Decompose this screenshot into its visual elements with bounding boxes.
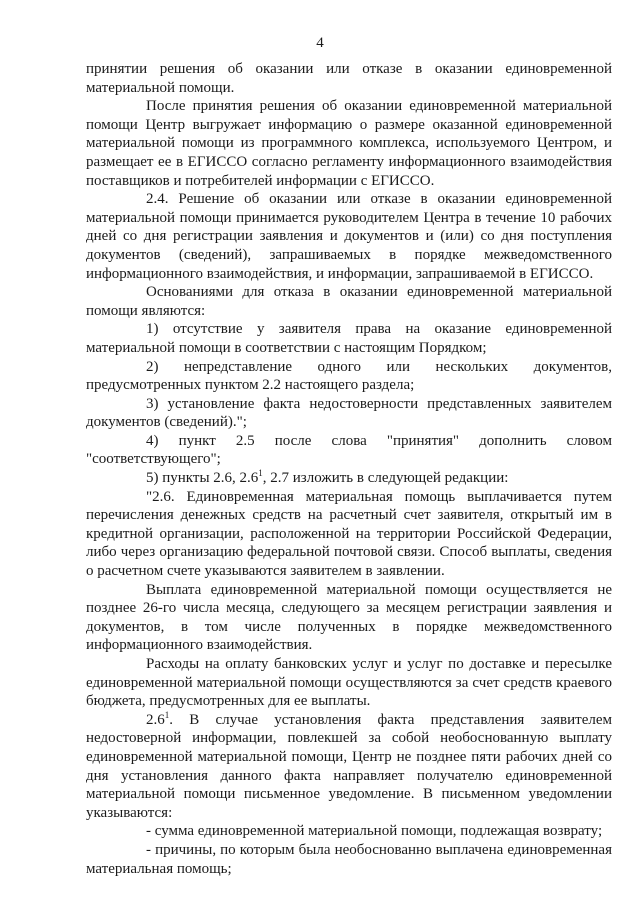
paragraph-2-6-1-post: . В случае установления факта представления заявителем недостоверной информации, повлекшей за собой необоснованную выплату единовременной материальной помощи, Центр не позднее пяти рабочих дней со дня установления данного факта направляет получателю единовременной материальной помощи письменное уведомление. В письменном уведомлении указываются: xyxy=(86,711,612,821)
list-item-5 xyxy=(86,469,612,488)
list-item-5-pre: 5) пункты 2.6, 2.6 xyxy=(146,470,259,487)
paragraph-payment-deadline: Выплата единовременной материальной помощи осуществляется не позднее 26-го числа месяца, следующего за месяцем регистрации заявления и документов, в том числе полученных в порядке межведомственного информационного взаимодействия. xyxy=(86,581,612,654)
list-item-5-post: , 2.7 изложить в следующей редакции: xyxy=(262,470,509,487)
paragraph-1: После принятия решения об оказании единовременной материальной помощи Центр выгружает информацию о размере оказанной единовременной материальной помощи из программного комплекса, используемого Центром, и размещает ее в ЕГИССО согласно регламенту информационного взаимодействия поставщиков и потребителей информации с ЕГИССО. xyxy=(86,98,612,189)
paragraph-2-6-1-pre: 2.6 xyxy=(146,711,165,728)
list-item-2: 2) непредставление одного или нескольких документов, предусмотренных пунктом 2.2 настоящего раздела; xyxy=(86,358,612,394)
document-body xyxy=(86,60,612,878)
list-item-3: 3) установление факта недостоверности представленных заявителем документов (сведений)."; xyxy=(86,395,612,431)
list-item-1: 1) отсутствие у заявителя права на оказание единовременной материальной помощи в соответствии с настоящим Порядком; xyxy=(86,321,612,356)
dash-item-amount: - сумма единовременной материальной помощи, подлежащая возврату; xyxy=(146,823,603,840)
paragraph-0: принятии решения об оказании или отказе в оказании единовременной материальной помощи. xyxy=(86,61,612,96)
paragraph-2-6-1-sup: 1 xyxy=(164,709,170,720)
list-item-5-sup: 1 xyxy=(258,468,263,479)
paragraph-2-6: "2.6. Единовременная материальная помощь выплачивается путем перечисления денежных средств на расчетный счет заявителя, открытый им в кредитной организации, расположенной на территории Российской Федерации, либо через организацию федеральной почтовой связи. Способ выплаты, сведения о расчетном счете указываются заявителем в заявлении. xyxy=(86,488,612,580)
paragraph-2: 2.4. Решение об оказании или отказе в оказании единовременной материальной помощи принимается руководителем Центра в течение 10 рабочих дней со дня регистрации заявления и документов и (или) со дня поступления документов (сведений), запрашиваемых в порядке межведомственного информационного взаимодействия, и информации, запрашиваемой в ЕГИССО. xyxy=(86,191,612,282)
paragraph-3: Основаниями для отказа в оказании единовременной материальной помощи являются: xyxy=(86,284,612,319)
page-number: 4 xyxy=(316,35,324,51)
paragraph-expenses: Расходы на оплату банковских услуг и услуг по доставке и пересылке единовременной материальной помощи осуществляются за счет средств краевого бюджета, предусмотренных для ее выплаты. xyxy=(86,656,612,710)
dash-item-reasons: - причины, по которым была необоснованно выплачена единовременная материальная помощь; xyxy=(86,841,612,877)
paragraph-2-6-1 xyxy=(86,711,612,823)
list-item-4: 4) пункт 2.5 после слова "принятия" дополнить словом "соответствующего"; xyxy=(86,432,612,468)
